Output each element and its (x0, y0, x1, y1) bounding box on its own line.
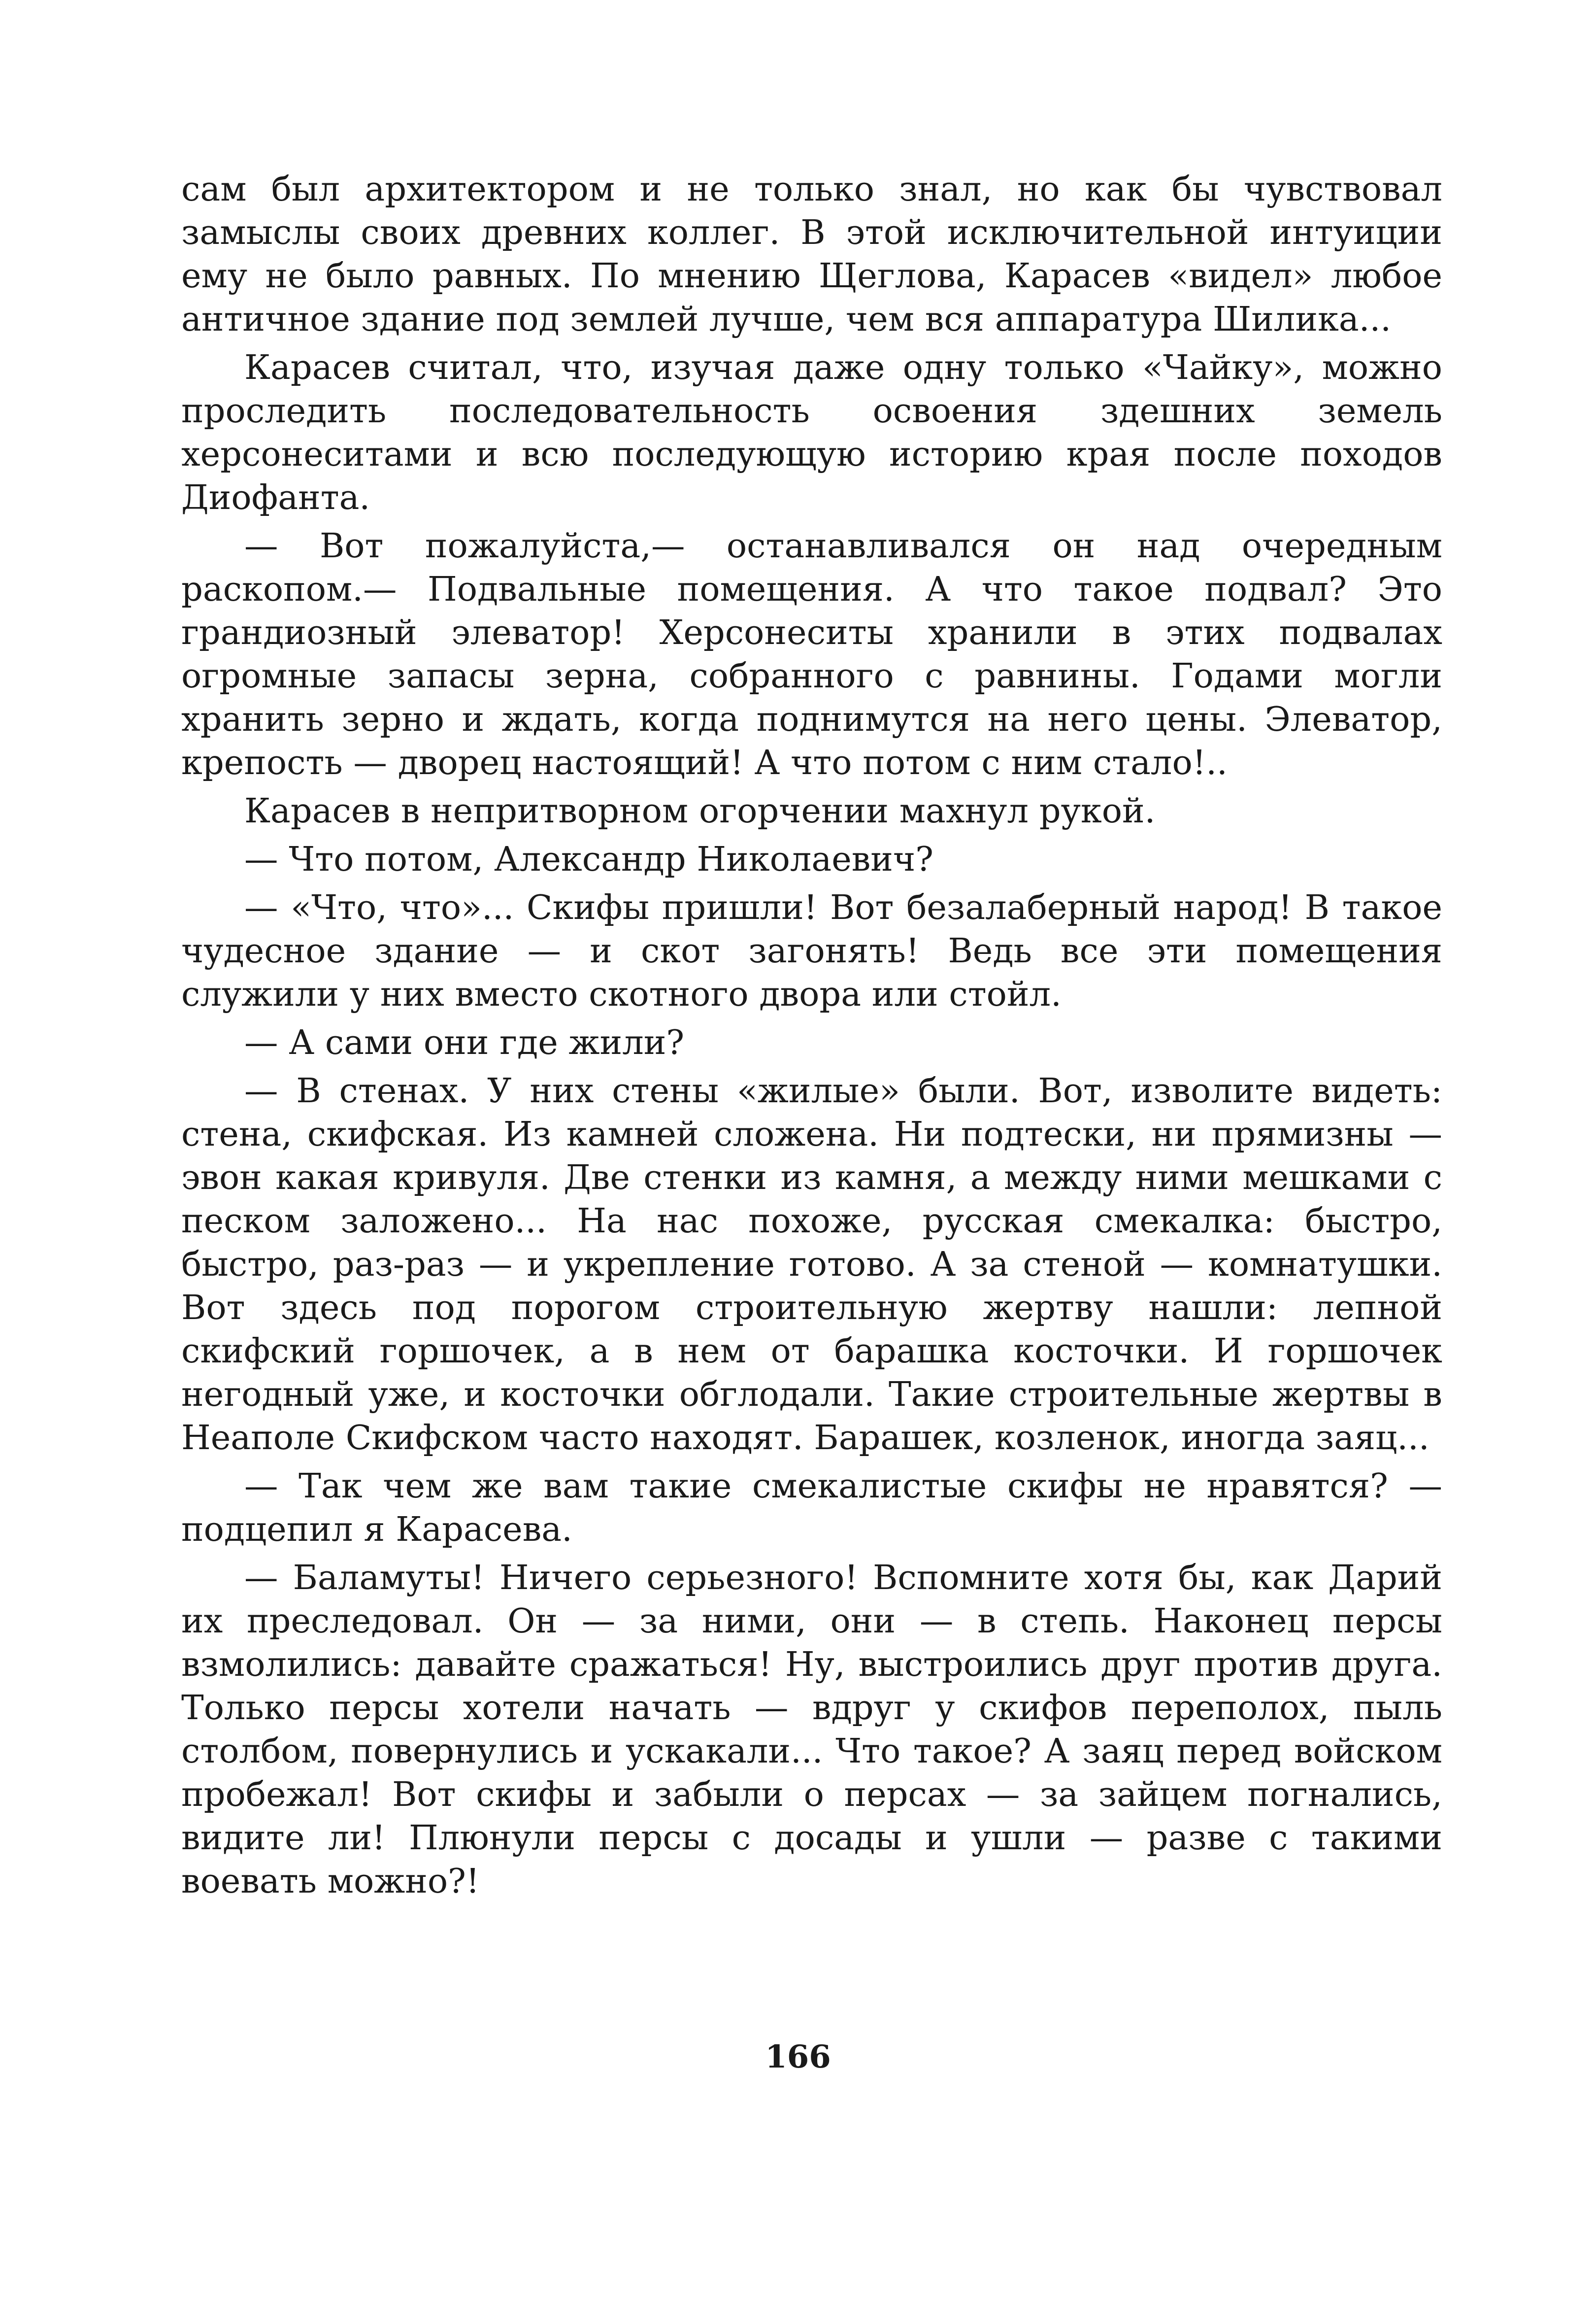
paragraph-4: Карасев в непритворном огорчении махнул рукой. (244, 791, 1156, 831)
paragraph-2: Карасев считал, что, изучая даже одну только «Чайку», можно проследить последовательность освоения здешних земель херсонеситами и всю последующую историю края после походов Диофанта. (181, 348, 1442, 517)
paragraph-5: — Что потом, Александр Николаевич? (244, 840, 933, 879)
paragraph-7: — А сами они где жили? (244, 1023, 685, 1062)
paragraph-1: сам был архитектором и не только знал, но как бы чувствовал замыслы своих древних коллег. В этой исключительной интуиции ему не было равных. По мнению Щеглова, Карасев «видел» любое античное здание под землей лучше, чем вся аппаратура Шилика... (181, 170, 1442, 339)
paragraph-3: — Вот пожалуйста,— останавливался он над очередным раскопом.— Подвальные помещения. А что такое подвал? Это грандиозный элеватор! Херсонеситы хранили в этих подвалах огромные запасы зерна, собранного с равнины. Годами могли хранить зерно и ждать, когда поднимутся на него цены. Элеватор, крепость — дворец настоящий! А что потом с ним стало!.. (181, 526, 1442, 782)
paragraph-8: — В стенах. У них стены «жилые» были. Вот, изволите видеть: стена, скифская. Из камней сложена. Ни подтески, ни прямизны — эвон какая кривуля. Две стенки из камня, а между ними мешками с песком заложено... На нас похоже, русская смекалка: быстро, быстро, раз-раз — и укрепление готово. А за стеной — комнатушки. Вот здесь под порогом строительную жертву нашли: лепной скифский горшочек, а в нем от барашка косточки. И горшочек негодный уже, и косточки обглодали. Такие строительные жертвы в Неаполе Скифском часто находят. Барашек, козленок, иногда заяц... (181, 1071, 1442, 1458)
paragraph-6: — «Что, что»... Скифы пришли! Вот безалаберный народ! В такое чудесное здание — и скот загонять! Ведь все эти помещения служили у них вместо скотного двора или стойл. (181, 888, 1442, 1014)
body-text (181, 168, 1442, 1908)
page-number: 166 (765, 2038, 831, 2075)
paragraph-10: — Баламуты! Ничего серьезного! Вспомните хотя бы, как Дарий их преследовал. Он — за ними, они — в степь. Наконец персы взмолились: давайте сражаться! Ну, выстроились друг против друга. Только персы хотели начать — вдруг у скифов переполох, пыль столбом, повернулись и ускакали... Что такое? А заяц перед войском пробежал! Вот скифы и забыли о персах — за зайцем погнались, видите ли! Плюнули персы с досады и ушли — разве с такими воевать можно?! (181, 1558, 1442, 1901)
paragraph-9: — Так чем же вам такие смекалистые скифы не нравятся? — подцепил я Карасева. (181, 1466, 1442, 1549)
